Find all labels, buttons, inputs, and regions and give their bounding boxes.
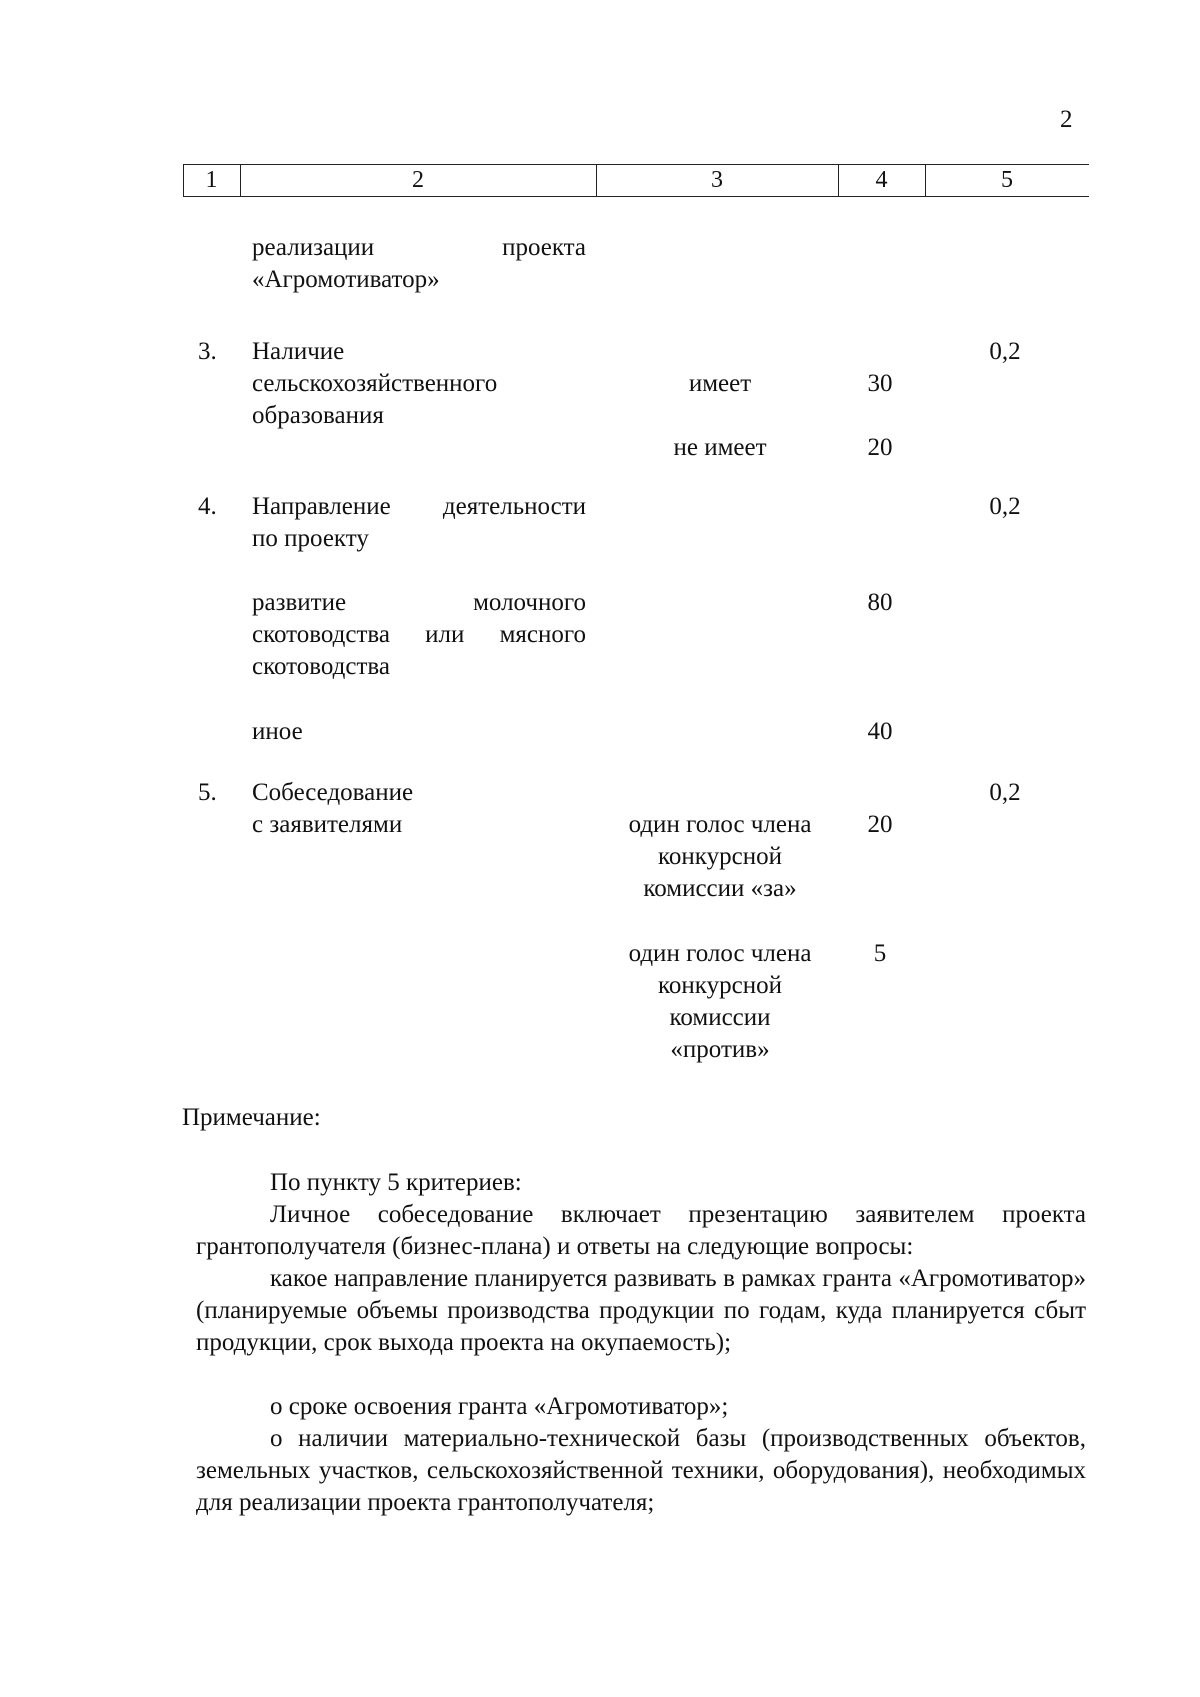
row-3-criterion: Наличие bbox=[252, 338, 345, 365]
note-paragraph: о сроке освоения гранта «Агромотиватор»; bbox=[270, 1393, 729, 1420]
header-col-4: 4 bbox=[875, 167, 888, 193]
header-bottom-rule bbox=[183, 196, 1089, 197]
row-5-option: конкурсной bbox=[658, 972, 782, 999]
row-5-option: комиссии «за» bbox=[643, 875, 797, 902]
row-3-score: 20 bbox=[867, 434, 893, 461]
header-col-3: 3 bbox=[711, 167, 723, 193]
continuation-word: проекта bbox=[502, 234, 586, 261]
row-3-number: 3. bbox=[198, 338, 217, 365]
row-3-score: 30 bbox=[867, 370, 893, 397]
row-5-option: комиссии bbox=[669, 1004, 771, 1031]
row-5-option: «против» bbox=[670, 1036, 770, 1063]
row-3-option: не имеет bbox=[673, 434, 767, 461]
row-3-weight: 0,2 bbox=[989, 338, 1021, 365]
row-4-option: скотоводства или мясного bbox=[252, 621, 586, 648]
row-4-option: скотоводства bbox=[252, 653, 390, 680]
note-paragraph: о наличии материально-технической базы (производственных объектов, земельных участков, сельскохозяйственной техники, оборудования), необходимых для реализации проекта грантополучателя; bbox=[196, 1425, 1086, 1516]
continuation-line-2: «Агромотиватор» bbox=[252, 266, 440, 293]
note-title: Примечание: bbox=[182, 1104, 321, 1131]
row-4-option bbox=[252, 587, 586, 619]
row-4-score: 80 bbox=[867, 589, 893, 616]
row-4-weight: 0,2 bbox=[989, 493, 1021, 520]
header-col-2: 2 bbox=[412, 167, 424, 193]
row-4-number: 4. bbox=[198, 493, 217, 520]
header-col-1: 1 bbox=[205, 167, 218, 193]
row-3-criterion: сельскохозяйственного bbox=[252, 370, 498, 397]
row-4-criterion: по проекту bbox=[252, 525, 369, 552]
option-word: развитие bbox=[252, 589, 347, 616]
row-4-score: 40 bbox=[867, 718, 893, 745]
row-5-criterion: с заявителями bbox=[252, 811, 403, 838]
row-4-criterion: Направление деятельности bbox=[252, 493, 586, 520]
page-number: 2 bbox=[1060, 106, 1073, 133]
note-intro: По пункту 5 критериев: bbox=[270, 1169, 522, 1196]
option-word: молочного bbox=[473, 589, 586, 616]
row-5-score: 20 bbox=[867, 811, 893, 838]
continuation-word: реализации bbox=[252, 234, 375, 261]
row-5-number: 5. bbox=[198, 779, 217, 806]
row-5-option: конкурсной bbox=[658, 843, 782, 870]
row-5-option: один голос члена bbox=[628, 940, 812, 967]
header-col-5: 5 bbox=[1001, 167, 1013, 193]
row-5-score: 5 bbox=[873, 940, 887, 967]
row-3-option: имеет bbox=[688, 370, 752, 397]
continuation-line-1 bbox=[252, 232, 586, 264]
row-5-criterion: Собеседование bbox=[252, 779, 414, 806]
note-paragraph: какое направление планируется развивать в рамках гранта «Агромотиватор» (планируемые объемы производства продукции по годам, куда планируется сбыт продукции, срок выхода проекта на окупаемость); bbox=[196, 1265, 1086, 1356]
row-3-criterion: образования bbox=[252, 402, 384, 429]
row-5-option: один голос члена bbox=[628, 811, 812, 838]
note-paragraph: Личное собеседование включает презентацию заявителем проекта грантополучателя (бизнес-плана) и ответы на следующие вопросы: bbox=[196, 1201, 1086, 1260]
row-5-weight: 0,2 bbox=[989, 779, 1021, 806]
row-4-option: иное bbox=[252, 718, 303, 745]
